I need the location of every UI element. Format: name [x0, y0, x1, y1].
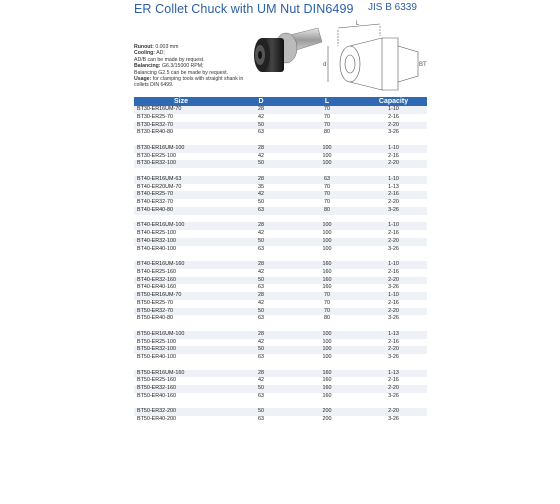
table-row — [134, 277, 427, 285]
size-cell: BT40-ER32-100 — [134, 238, 228, 246]
capacity-cell: 1-10 — [360, 176, 427, 184]
d-cell: 28 — [228, 106, 294, 114]
l-cell: 200 — [294, 408, 360, 416]
size-cell: BT30-ER16UM-100 — [134, 145, 228, 153]
group-spacer-row — [134, 168, 427, 176]
capacity-cell: 3-26 — [360, 284, 427, 292]
header-l: L — [294, 97, 360, 106]
l-cell: 100 — [294, 145, 360, 153]
size-cell: BT50-ER40-80 — [134, 315, 228, 323]
table-row — [134, 331, 427, 339]
l-cell: 70 — [294, 300, 360, 308]
size-cell: BT50-ER32-200 — [134, 408, 228, 416]
capacity-cell: 2-20 — [360, 238, 427, 246]
d-cell: 50 — [228, 160, 294, 168]
d-cell: 63 — [228, 207, 294, 215]
d-cell: 42 — [228, 114, 294, 122]
d-cell: 28 — [228, 261, 294, 269]
table-row — [134, 122, 427, 130]
table-row — [134, 184, 427, 192]
capacity-cell: 2-20 — [360, 122, 427, 130]
capacity-cell: 2-20 — [360, 408, 427, 416]
table-row — [134, 408, 427, 416]
capacity-cell: 2-16 — [360, 114, 427, 122]
capacity-cell: 2-16 — [360, 269, 427, 277]
collet-chuck-photo — [246, 22, 326, 86]
size-cell: BT40-ER32-160 — [134, 277, 228, 285]
table-row — [134, 346, 427, 354]
d-cell: 63 — [228, 315, 294, 323]
capacity-cell: 3-26 — [360, 207, 427, 215]
d-cell: 42 — [228, 153, 294, 161]
spec-label: Balancing: — [134, 63, 161, 70]
spec-label: Cooling: — [134, 50, 156, 57]
group-spacer-row — [134, 253, 427, 261]
size-cell: BT40-ER16UM-63 — [134, 176, 228, 184]
diameter-dim-label: d — [323, 62, 327, 68]
table-row — [134, 300, 427, 308]
size-cell: BT50-ER16UM-100 — [134, 331, 228, 339]
l-cell: 100 — [294, 246, 360, 254]
l-cell: 70 — [294, 106, 360, 114]
capacity-cell: 2-20 — [360, 385, 427, 393]
l-cell: 100 — [294, 346, 360, 354]
capacity-cell: 2-16 — [360, 153, 427, 161]
d-cell: 35 — [228, 184, 294, 192]
capacity-cell: 2-20 — [360, 308, 427, 316]
d-cell: 50 — [228, 308, 294, 316]
size-cell: BT40-ER25-160 — [134, 269, 228, 277]
capacity-cell: 3-26 — [360, 416, 427, 424]
table-row — [134, 308, 427, 316]
capacity-cell: 2-16 — [360, 300, 427, 308]
d-cell: 28 — [228, 292, 294, 300]
d-cell: 28 — [228, 370, 294, 378]
l-cell: 80 — [294, 207, 360, 215]
capacity-cell: 2-16 — [360, 339, 427, 347]
table-header-row — [134, 97, 427, 106]
size-cell: BT50-ER16UM-70 — [134, 292, 228, 300]
capacity-cell: 1-10 — [360, 222, 427, 230]
d-cell: 63 — [228, 284, 294, 292]
size-cell: BT50-ER40-100 — [134, 354, 228, 362]
l-cell: 160 — [294, 261, 360, 269]
table-row — [134, 145, 427, 153]
d-cell: 28 — [228, 145, 294, 153]
table-row — [134, 207, 427, 215]
group-spacer-row — [134, 401, 427, 409]
l-cell: 80 — [294, 315, 360, 323]
size-cell: BT40-ER40-100 — [134, 246, 228, 254]
table-row — [134, 354, 427, 362]
capacity-cell: 3-26 — [360, 129, 427, 137]
capacity-cell: 3-26 — [360, 393, 427, 401]
spacer-cell — [134, 215, 427, 223]
d-cell: 42 — [228, 300, 294, 308]
size-cell: BT40-ER16UM-100 — [134, 222, 228, 230]
header-size: Size — [134, 97, 228, 106]
l-cell: 160 — [294, 284, 360, 292]
table-row — [134, 315, 427, 323]
capacity-cell: 2-20 — [360, 199, 427, 207]
size-cell: BT50-ER40-160 — [134, 393, 228, 401]
table-row — [134, 377, 427, 385]
capacity-cell: 2-16 — [360, 377, 427, 385]
spec-notes — [134, 44, 246, 89]
l-cell: 80 — [294, 129, 360, 137]
spec-value: Balancing G2.5 can be made by request. — [134, 69, 229, 76]
d-cell: 63 — [228, 354, 294, 362]
size-cell: BT50-ER32-160 — [134, 385, 228, 393]
d-cell: 28 — [228, 176, 294, 184]
size-cell: BT40-ER40-80 — [134, 207, 228, 215]
table-row — [134, 176, 427, 184]
spacer-cell — [134, 137, 427, 145]
l-cell: 160 — [294, 385, 360, 393]
table-row — [134, 160, 427, 168]
d-cell: 50 — [228, 346, 294, 354]
spacer-cell — [134, 362, 427, 370]
capacity-cell: 3-26 — [360, 315, 427, 323]
size-cell: BT30-ER40-80 — [134, 129, 228, 137]
l-cell: 200 — [294, 416, 360, 424]
size-table — [134, 97, 427, 424]
d-cell: 42 — [228, 269, 294, 277]
spec-value: 0.003 mm — [155, 44, 179, 50]
d-cell: 28 — [228, 331, 294, 339]
group-spacer-row — [134, 362, 427, 370]
spacer-cell — [134, 401, 427, 409]
capacity-cell: 1-13 — [360, 370, 427, 378]
l-cell: 160 — [294, 269, 360, 277]
table-row — [134, 106, 427, 114]
capacity-cell: 1-13 — [360, 331, 427, 339]
d-cell: 63 — [228, 246, 294, 254]
spec-line — [134, 76, 246, 89]
l-cell: 100 — [294, 339, 360, 347]
table-row — [134, 385, 427, 393]
table-row — [134, 269, 427, 277]
shank-label: BT — [419, 62, 427, 68]
size-cell: BT30-ER16UM-70 — [134, 106, 228, 114]
d-cell: 63 — [228, 129, 294, 137]
d-cell: 50 — [228, 277, 294, 285]
size-cell: BT30-ER25-100 — [134, 153, 228, 161]
d-cell: 50 — [228, 408, 294, 416]
group-spacer-row — [134, 137, 427, 145]
size-cell: BT40-ER40-160 — [134, 284, 228, 292]
spec-value: AD/B can be made by request. — [134, 56, 205, 63]
capacity-cell: 2-20 — [360, 346, 427, 354]
size-cell: BT40-ER32-70 — [134, 199, 228, 207]
size-cell: BT50-ER25-70 — [134, 300, 228, 308]
size-cell: BT50-ER25-160 — [134, 377, 228, 385]
d-cell: 50 — [228, 238, 294, 246]
spec-value: for clamping tools with straight shank in collets DIN 6499. — [134, 76, 244, 89]
size-cell: BT30-ER25-70 — [134, 114, 228, 122]
d-cell: 42 — [228, 339, 294, 347]
size-cell: BT50-ER25-100 — [134, 339, 228, 347]
capacity-cell: 1-10 — [360, 292, 427, 300]
spec-label: Runout: — [134, 44, 154, 50]
capacity-cell: 1-10 — [360, 261, 427, 269]
l-cell: 70 — [294, 122, 360, 130]
capacity-cell: 1-13 — [360, 184, 427, 192]
length-dim-label: L — [356, 21, 360, 27]
page-title: ER Collet Chuck with UM Nut DIN6499 — [134, 2, 354, 16]
l-cell: 100 — [294, 222, 360, 230]
table-row — [134, 284, 427, 292]
size-cell: BT50-ER40-200 — [134, 416, 228, 424]
table-row — [134, 191, 427, 199]
l-cell: 70 — [294, 184, 360, 192]
l-cell: 160 — [294, 370, 360, 378]
l-cell: 160 — [294, 377, 360, 385]
d-cell: 28 — [228, 222, 294, 230]
table-row — [134, 222, 427, 230]
capacity-cell: 1-10 — [360, 145, 427, 153]
table-row — [134, 238, 427, 246]
table-row — [134, 114, 427, 122]
table-row — [134, 393, 427, 401]
l-cell: 160 — [294, 277, 360, 285]
l-cell: 70 — [294, 292, 360, 300]
capacity-cell: 2-20 — [360, 277, 427, 285]
d-cell: 50 — [228, 199, 294, 207]
capacity-cell: 3-26 — [360, 354, 427, 362]
l-cell: 100 — [294, 331, 360, 339]
header-d: D — [228, 97, 294, 106]
d-cell: 42 — [228, 191, 294, 199]
l-cell: 70 — [294, 308, 360, 316]
l-cell: 100 — [294, 160, 360, 168]
capacity-cell: 1-10 — [360, 106, 427, 114]
table-row — [134, 199, 427, 207]
l-cell: 100 — [294, 238, 360, 246]
table-row — [134, 261, 427, 269]
spec-value: G6.3/15000 RPM; — [161, 63, 204, 70]
table-row — [134, 153, 427, 161]
table-row — [134, 370, 427, 378]
group-spacer-row — [134, 323, 427, 331]
l-cell: 100 — [294, 354, 360, 362]
d-cell: 42 — [228, 377, 294, 385]
table-row — [134, 246, 427, 254]
l-cell: 100 — [294, 153, 360, 161]
header-capacity: Capacity — [360, 97, 427, 106]
capacity-cell: 2-16 — [360, 191, 427, 199]
size-cell: BT50-ER16UM-160 — [134, 370, 228, 378]
table-row — [134, 129, 427, 137]
d-cell: 42 — [228, 230, 294, 238]
l-cell: 70 — [294, 199, 360, 207]
d-cell: 63 — [228, 416, 294, 424]
d-cell: 50 — [228, 122, 294, 130]
standard-label: JIS B 6339 — [368, 2, 417, 13]
spec-value: AD; — [156, 50, 165, 57]
l-cell: 63 — [294, 176, 360, 184]
spec-label: Usage: — [134, 76, 152, 83]
d-cell: 50 — [228, 385, 294, 393]
size-cell: BT40-ER20UM-70 — [134, 184, 228, 192]
l-cell: 160 — [294, 393, 360, 401]
table-row — [134, 339, 427, 347]
table-row — [134, 416, 427, 424]
capacity-cell: 2-16 — [360, 230, 427, 238]
spacer-cell — [134, 253, 427, 261]
size-cell: BT40-ER25-70 — [134, 191, 228, 199]
l-cell: 70 — [294, 191, 360, 199]
size-cell: BT30-ER32-70 — [134, 122, 228, 130]
l-cell: 100 — [294, 230, 360, 238]
size-cell: BT50-ER32-70 — [134, 308, 228, 316]
l-cell: 70 — [294, 114, 360, 122]
table-row — [134, 230, 427, 238]
chuck-dimension-drawing — [320, 16, 430, 96]
spacer-cell — [134, 168, 427, 176]
d-cell: 63 — [228, 393, 294, 401]
spacer-cell — [134, 323, 427, 331]
size-cell: BT30-ER32-100 — [134, 160, 228, 168]
group-spacer-row — [134, 215, 427, 223]
size-cell: BT40-ER16UM-160 — [134, 261, 228, 269]
table-row — [134, 292, 427, 300]
size-cell: BT40-ER25-100 — [134, 230, 228, 238]
capacity-cell: 3-26 — [360, 246, 427, 254]
size-cell: BT50-ER32-100 — [134, 346, 228, 354]
capacity-cell: 2-20 — [360, 160, 427, 168]
